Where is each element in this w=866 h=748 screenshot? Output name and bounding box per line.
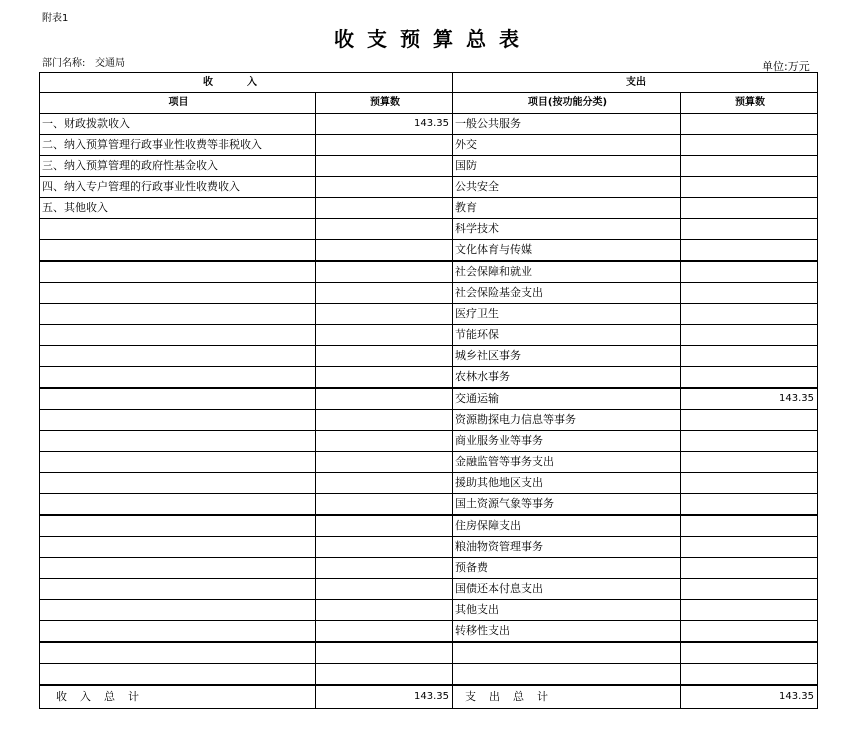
table-row [40, 219, 818, 240]
table-row [40, 410, 818, 431]
income-amount-header: 预算数 [316, 93, 453, 114]
income-item-cell [40, 388, 316, 410]
income-amount-cell [316, 135, 453, 156]
income-item-cell [40, 621, 316, 643]
table-row [40, 177, 818, 198]
expense-item-cell: 城乡社区事务 [453, 346, 681, 367]
expense-item-cell: 社会保险基金支出 [453, 283, 681, 304]
table-row [40, 537, 818, 558]
income-item-cell [40, 579, 316, 600]
expense-item-cell [453, 642, 681, 664]
income-amount-cell [316, 177, 453, 198]
expense-amount-cell [681, 452, 818, 473]
expense-amount-cell [681, 219, 818, 240]
expense-item-cell: 预备费 [453, 558, 681, 579]
expense-item-cell: 商业服务业等事务 [453, 431, 681, 452]
expense-amount-cell [681, 177, 818, 198]
department-value: 交通局 [95, 58, 125, 69]
totals-row [40, 685, 818, 709]
income-item-cell [40, 473, 316, 494]
expense-item-cell: 金融监管等事务支出 [453, 452, 681, 473]
income-item-cell [40, 367, 316, 389]
budget-summary-table [39, 72, 818, 709]
income-amount-cell [316, 537, 453, 558]
expense-amount-cell [681, 261, 818, 283]
table-row [40, 621, 818, 643]
expense-amount-cell [681, 579, 818, 600]
expense-item-cell: 节能环保 [453, 325, 681, 346]
income-amount-cell [316, 219, 453, 240]
expense-amount-cell [681, 325, 818, 346]
income-amount-cell [316, 283, 453, 304]
income-item-cell [40, 452, 316, 473]
income-amount-cell [316, 558, 453, 579]
table-row [40, 261, 818, 283]
income-amount-cell [316, 261, 453, 283]
income-amount-cell [316, 240, 453, 262]
table-row [40, 600, 818, 621]
expense-amount-cell [681, 240, 818, 262]
table-row [40, 240, 818, 262]
expense-item-cell: 国土资源气象等事务 [453, 494, 681, 516]
income-item-cell [40, 537, 316, 558]
expense-amount-cell [681, 515, 818, 537]
expense-item-cell: 交通运输 [453, 388, 681, 410]
income-amount-cell [316, 664, 453, 686]
income-amount-cell [316, 473, 453, 494]
expense-total-label: 支出总计 [453, 685, 681, 709]
expense-item-cell: 其他支出 [453, 600, 681, 621]
expense-item-header: 项目(按功能分类) [453, 93, 681, 114]
expense-item-cell: 国防 [453, 156, 681, 177]
expense-amount-cell [681, 494, 818, 516]
expense-item-cell: 教育 [453, 198, 681, 219]
expense-item-cell: 援助其他地区支出 [453, 473, 681, 494]
expense-item-cell: 社会保障和就业 [453, 261, 681, 283]
income-item-cell [40, 283, 316, 304]
income-item-cell [40, 664, 316, 686]
income-amount-cell [316, 452, 453, 473]
income-item-cell: 一、财政拨款收入 [40, 114, 316, 135]
table-row [40, 388, 818, 410]
income-amount-cell [316, 621, 453, 643]
income-item-cell [40, 642, 316, 664]
income-item-cell [40, 325, 316, 346]
table-row [40, 515, 818, 537]
table-row [40, 325, 818, 346]
expense-item-cell: 一般公共服务 [453, 114, 681, 135]
table-row [40, 558, 818, 579]
table-row [40, 367, 818, 389]
table-row [40, 283, 818, 304]
income-item-cell [40, 304, 316, 325]
table-row [40, 431, 818, 452]
department-label: 部门名称: [42, 58, 86, 69]
expense-amount-cell [681, 642, 818, 664]
income-item-cell [40, 558, 316, 579]
income-amount-cell [316, 431, 453, 452]
expense-amount-cell [681, 558, 818, 579]
table-row [40, 198, 818, 219]
income-amount-cell [316, 156, 453, 177]
expense-item-cell: 医疗卫生 [453, 304, 681, 325]
income-group-header: 收入 [40, 73, 453, 93]
table-row [40, 156, 818, 177]
attachment-label: 附表1 [42, 13, 69, 24]
expense-item-cell: 国债还本付息支出 [453, 579, 681, 600]
expense-item-cell [453, 664, 681, 686]
table-row [40, 579, 818, 600]
income-amount-cell [316, 325, 453, 346]
income-amount-cell [316, 304, 453, 325]
table-row [40, 642, 818, 664]
expense-item-cell: 住房保障支出 [453, 515, 681, 537]
income-amount-cell [316, 515, 453, 537]
income-item-cell [40, 494, 316, 516]
income-item-cell [40, 431, 316, 452]
income-item-header: 项目 [40, 93, 316, 114]
expense-item-cell: 农林水事务 [453, 367, 681, 389]
income-item-cell: 五、其他收入 [40, 198, 316, 219]
page-title: 收支预算总表 [334, 27, 532, 51]
table-body [40, 114, 818, 686]
income-amount-cell [316, 579, 453, 600]
expense-item-cell: 资源勘探电力信息等事务 [453, 410, 681, 431]
expense-amount-cell [681, 600, 818, 621]
expense-amount-cell [681, 156, 818, 177]
income-amount-cell [316, 346, 453, 367]
expense-item-cell: 粮油物资管理事务 [453, 537, 681, 558]
income-item-cell: 三、纳入预算管理的政府性基金收入 [40, 156, 316, 177]
income-amount-cell [316, 600, 453, 621]
income-item-cell [40, 515, 316, 537]
expense-item-cell: 转移性支出 [453, 621, 681, 643]
expense-amount-cell [681, 135, 818, 156]
expense-amount-header: 预算数 [681, 93, 818, 114]
expense-amount-cell [681, 283, 818, 304]
income-amount-cell [316, 642, 453, 664]
table-row [40, 114, 818, 135]
income-item-cell: 二、纳入预算管理行政事业性收费等非税收入 [40, 135, 316, 156]
income-amount-cell [316, 494, 453, 516]
income-item-cell: 四、纳入专户管理的行政事业性收费收入 [40, 177, 316, 198]
income-amount-cell [316, 410, 453, 431]
table-row [40, 452, 818, 473]
expense-amount-cell [681, 431, 818, 452]
expense-item-cell: 公共安全 [453, 177, 681, 198]
income-item-cell [40, 240, 316, 262]
income-amount-cell [316, 198, 453, 219]
income-item-cell [40, 600, 316, 621]
unit-label: 单位:万元 [762, 60, 810, 73]
income-item-cell [40, 261, 316, 283]
expense-item-cell: 科学技术 [453, 219, 681, 240]
income-amount-cell [316, 367, 453, 389]
expense-amount-cell [681, 367, 818, 389]
group-header-row [40, 73, 818, 93]
expense-amount-cell [681, 664, 818, 686]
table-row [40, 494, 818, 516]
table-row [40, 473, 818, 494]
income-total-amount: 143.35 [316, 685, 453, 709]
expense-amount-cell: 143.35 [681, 388, 818, 410]
expense-amount-cell [681, 537, 818, 558]
income-item-cell [40, 410, 316, 431]
income-amount-cell [316, 388, 453, 410]
expense-amount-cell [681, 621, 818, 643]
table-row [40, 304, 818, 325]
expense-amount-cell [681, 198, 818, 219]
expense-amount-cell [681, 346, 818, 367]
expense-amount-cell [681, 114, 818, 135]
expense-item-cell: 外交 [453, 135, 681, 156]
table-row [40, 664, 818, 686]
table-row [40, 135, 818, 156]
table-row [40, 346, 818, 367]
income-total-label: 收入总计 [40, 685, 316, 709]
expense-amount-cell [681, 410, 818, 431]
income-amount-cell: 143.35 [316, 114, 453, 135]
expense-total-amount: 143.35 [681, 685, 818, 709]
expense-amount-cell [681, 473, 818, 494]
expense-amount-cell [681, 304, 818, 325]
income-item-cell [40, 346, 316, 367]
expense-group-header: 支出 [453, 73, 818, 93]
income-item-cell [40, 219, 316, 240]
column-header-row [40, 93, 818, 114]
expense-item-cell: 文化体育与传媒 [453, 240, 681, 262]
